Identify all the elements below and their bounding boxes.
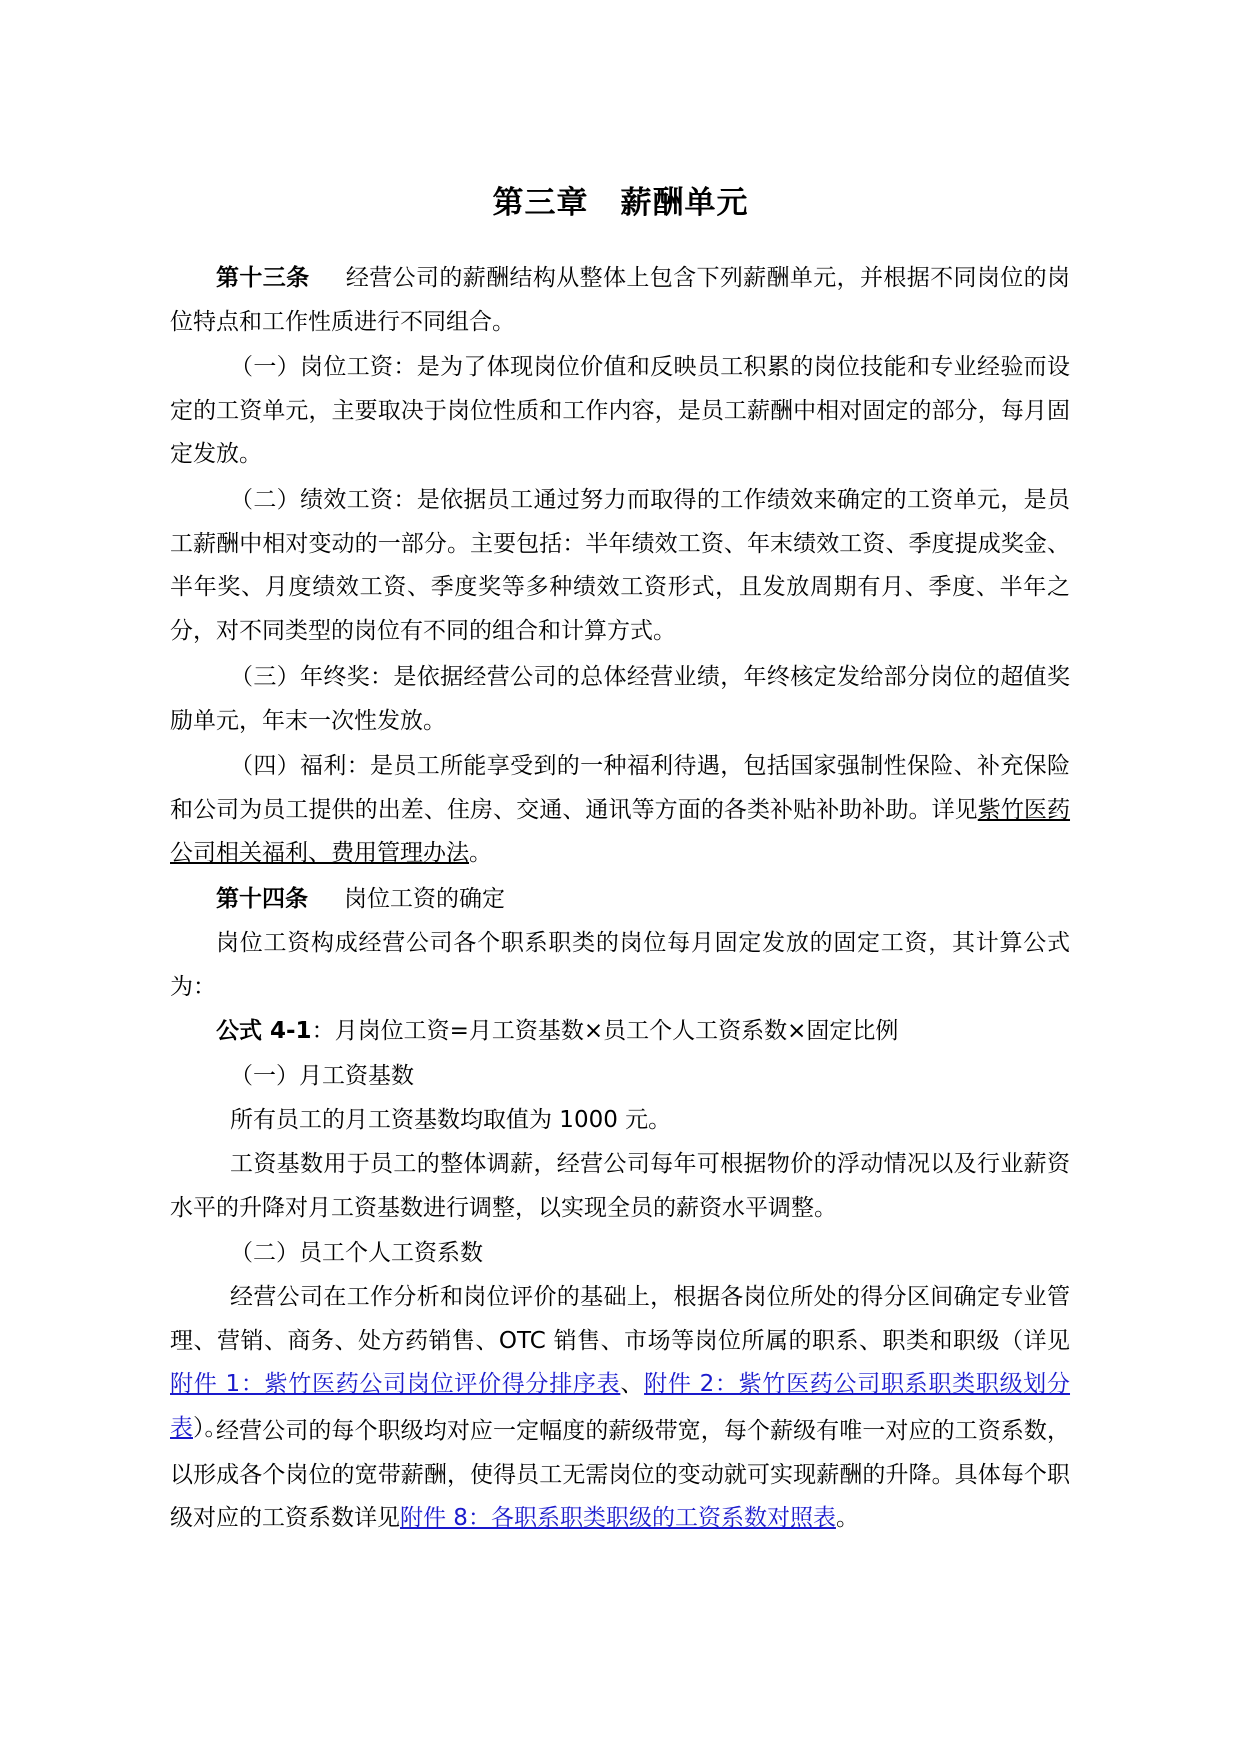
item-3-year-end-bonus: （三）年终奖：是依据经营公司的总体经营业绩，年终核定发给部分岗位的超值奖励单元，年末一次性发放。 bbox=[170, 664, 1070, 734]
article-14-text: 岗位工资的确定 bbox=[344, 886, 505, 912]
separator: 、 bbox=[620, 1371, 645, 1397]
chapter-title: 第三章 薪酬单元 bbox=[492, 185, 749, 221]
sub-1-paragraph-2: 工资基数用于员工的整体调薪，经营公司每年可根据物价的浮动情况以及行业薪资水平的升降对月工资基数进行调整，以实现全员的薪资水平调整。 bbox=[170, 1151, 1070, 1221]
item-4-benefits bbox=[170, 745, 1070, 876]
sub-1-title: （一）月工资基数 bbox=[230, 1063, 414, 1089]
formula-4-1 bbox=[170, 1010, 1070, 1054]
sub-2-paragraph-2 bbox=[170, 1410, 1070, 1541]
item-2-performance-pay: （二）绩效工资：是依据员工通过努力而取得的工作绩效来确定的工资单元，是员工薪酬中相对变动的一部分。主要包括：半年绩效工资、年末绩效工资、季度提成奖金、半年奖、月度绩效工资、季度奖等多种绩效工资形式，且发放周期有月、季度、半年之分，对不同类型的岗位有不同的组合和计算方式。 bbox=[170, 487, 1070, 644]
article-13-label: 第十三条 bbox=[216, 265, 310, 291]
attachment-2-link[interactable]: 附件 2：紫竹医药公司职系职类职级划分表 bbox=[170, 1371, 1071, 1441]
article-13 bbox=[170, 257, 1070, 344]
attachment-1-link[interactable]: 附件 1：紫竹医药公司岗位评价得分排序表 bbox=[170, 1371, 621, 1397]
formula-text: ：月岗位工资=月工资基数×员工个人工资系数×固定比例 bbox=[311, 1018, 899, 1044]
sub-2-title: （二）员工个人工资系数 bbox=[230, 1240, 483, 1266]
sub-2-p2-text: 经营公司的每个职级均对应一定幅度的薪级带宽，每个薪级有唯一对应的工资系数，以形成各个岗位的宽带薪酬，使得员工无需岗位的变动就可实现薪酬的升降。具体每个职级对应的工资系数详见 bbox=[170, 1418, 1070, 1531]
article-14-body: 岗位工资构成经营公司各个职系职类的岗位每月固定发放的固定工资，其计算公式为： bbox=[170, 930, 1070, 1000]
sub-2-p1-end: ）。 bbox=[193, 1414, 228, 1441]
sub-2-p2-end: 。 bbox=[835, 1505, 859, 1531]
benefits-policy-link[interactable]: 紫竹医药公司相关福利、费用管理办法 bbox=[170, 796, 1071, 866]
item-4-end: 。 bbox=[469, 840, 492, 866]
attachment-8-link[interactable]: 附件 8：各职系职类职级的工资系数对照表 bbox=[400, 1505, 836, 1531]
item-4-text: （四）福利：是员工所能享受到的一种福利待遇，包括国家强制性保险、补充保险和公司为员工提供的出差、住房、交通、通讯等方面的各类补贴补助补助。详见 bbox=[170, 753, 1070, 823]
sub-1-paragraph-1: 所有员工的月工资基数均取值为 1000 元。 bbox=[230, 1107, 672, 1133]
article-14 bbox=[170, 878, 1070, 922]
article-14-label: 第十四条 bbox=[216, 886, 308, 912]
item-1-base-salary: （一）岗位工资：是为了体现岗位价值和反映员工积累的岗位技能和专业经验而设定的工资单元，主要取决于岗位性质和工作内容，是员工薪酬中相对固定的部分，每月固定发放。 bbox=[170, 354, 1070, 467]
article-13-text: 经营公司的薪酬结构从整体上包含下列薪酬单元，并根据不同岗位的岗位特点和工作性质进行不同组合。 bbox=[170, 265, 1071, 335]
formula-label: 公式 4-1 bbox=[216, 1018, 312, 1044]
sub-2-p1-text: 经营公司在工作分析和岗位评价的基础上，根据各岗位所处的得分区间确定专业管理、营销、商务、处方药销售、OTC 销售、市场等岗位所属的职系、职类和职级（详见 bbox=[170, 1284, 1070, 1354]
